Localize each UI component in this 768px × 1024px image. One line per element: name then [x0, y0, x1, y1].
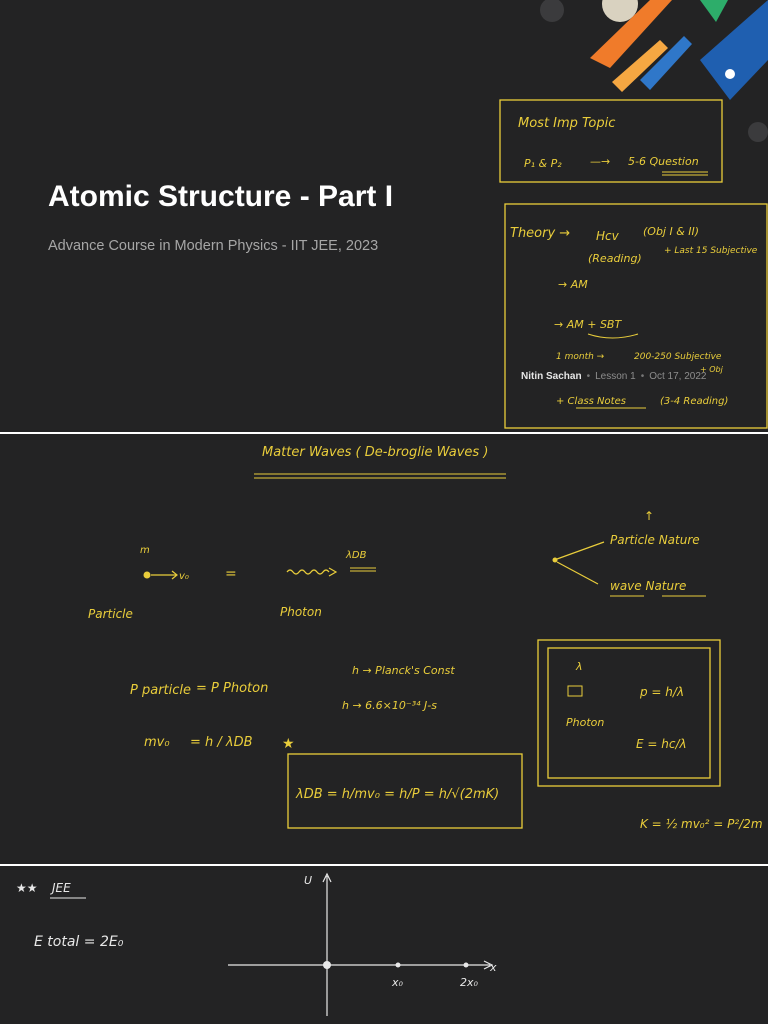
kinetic-energy-formula: K = ½ mv₀² = P²/2m — [640, 817, 763, 831]
photon-box-outer — [538, 640, 720, 786]
etotal-label: E total = 2E₀ — [34, 934, 124, 950]
notes-page-matter-waves — [0, 434, 768, 864]
u-axis-label: U — [304, 874, 313, 887]
class-notes-label: + Class Notes — [556, 396, 626, 407]
title-slide — [0, 0, 768, 432]
separator-dot: • — [640, 371, 645, 382]
two-x0-label: 2x₀ — [460, 976, 478, 989]
box-photon-label: Photon — [566, 716, 605, 729]
am-label: → AM — [558, 278, 588, 291]
lesson-meta — [521, 371, 706, 382]
title-slide-drawing — [0, 0, 768, 432]
particle-nature-label: Particle Nature — [610, 533, 700, 547]
matter-waves-heading: Matter Waves ( De-broglie Waves ) — [262, 445, 489, 460]
h-over-lambda-label: = h / λDB — [190, 735, 253, 750]
lambda-db-label: λDB — [346, 550, 367, 561]
theory-label: Theory → — [510, 226, 571, 241]
am-sbt-label: → AM + SBT — [554, 318, 622, 331]
box1-line1: Most Imp Topic — [518, 116, 616, 131]
debroglie-formula: λDB = h/mv₀ = h/P = h/√(2mK) — [296, 787, 500, 802]
box1-p1p2: P₁ & P₂ — [524, 157, 562, 170]
planck-const-label: h → Planck's Const — [352, 664, 455, 677]
star-marks: ★★ — [16, 881, 38, 895]
last15-label: + Last 15 Subjective — [664, 246, 758, 256]
photon-label: Photon — [280, 605, 322, 619]
photon-packet-icon — [568, 686, 582, 696]
lesson-subtitle: Advance Course in Modern Physics - IIT JEE, 2023 — [48, 238, 379, 254]
jee-drawing — [0, 866, 768, 1024]
x0-label: x₀ — [392, 976, 403, 989]
particle-label: Particle — [88, 607, 133, 621]
photon-box-inner — [548, 648, 710, 778]
particle-dot — [144, 572, 151, 579]
wave-nature-label: wave Nature — [610, 579, 687, 593]
reading2-label: (3-4 Reading) — [660, 396, 729, 407]
subjective-label: 200-250 Subjective — [634, 352, 722, 362]
x-axis-label: x — [490, 961, 497, 974]
matter-waves-drawing — [0, 434, 768, 864]
equals-sign: = — [225, 566, 237, 582]
box1-questions: 5-6 Question — [628, 155, 699, 168]
month-label: 1 month → — [556, 352, 605, 362]
obj-label: (Obj I & II) — [643, 225, 700, 238]
author-name[interactable]: Nitin Sachan — [521, 371, 582, 382]
box-lambda-label: λ — [576, 660, 583, 673]
reading-label: (Reading) — [588, 252, 642, 265]
velocity-label: v₀ — [179, 571, 189, 582]
p-particle-label: P particle — [130, 683, 192, 698]
obj2-label: + Obj — [700, 365, 723, 374]
duality-dot — [553, 558, 558, 563]
p-photon-label: = P Photon — [196, 681, 269, 696]
energy-formula: E = hc/λ — [636, 737, 687, 751]
lesson-number: Lesson 1 — [595, 371, 636, 382]
star-mark: ★ — [282, 736, 295, 752]
mv0-label: mv₀ — [144, 735, 170, 750]
lesson-date: Oct 17, 2022 — [649, 371, 707, 382]
notes-page-jee — [0, 866, 768, 1024]
photon-wave-icon — [287, 570, 329, 574]
hcv-label: Hcv — [596, 229, 619, 243]
mass-label: m — [140, 545, 150, 556]
potential-energy-graph — [228, 874, 492, 1016]
planck-value-label: h → 6.6×10⁻³⁴ J-s — [342, 699, 437, 712]
up-arrow: ↑ — [644, 509, 655, 523]
lesson-title: Atomic Structure - Part I — [48, 180, 394, 213]
jee-label: JEE — [52, 881, 71, 895]
box1-arrow: —→ — [590, 155, 611, 168]
separator-dot: • — [586, 371, 591, 382]
momentum-formula: p = h/λ — [640, 685, 685, 699]
